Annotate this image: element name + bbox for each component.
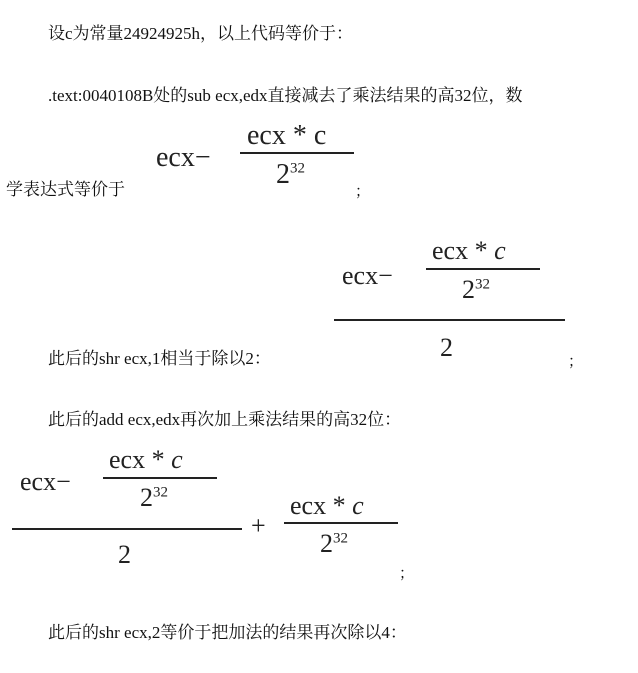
paragraph-add-explanation: 此后的add ecx,edx再次加上乘法结果的高32位： xyxy=(48,410,402,429)
formula-2-outer-denominator: 2 xyxy=(440,333,453,362)
formula-3-plus: + xyxy=(251,511,266,540)
formula-3-outer-denominator: 2 xyxy=(118,540,131,569)
paragraph-shr-1: 此后的shr ecx,1相当于除以2： xyxy=(48,349,271,368)
formula-3-second-fraction-bar xyxy=(284,522,398,524)
formula-3-ecx-minus: ecx− xyxy=(20,467,71,496)
formula-2-semicolon: ； xyxy=(568,354,584,370)
formula-3-second-numerator: ecx * c xyxy=(290,491,364,520)
paragraph-shr-2: 此后的shr ecx,2等价于把加法的结果再次除以4： xyxy=(48,623,407,642)
paragraph-sub-explanation: .text:0040108B处的sub ecx,edx直接减去了乘法结果的高32位，数 xyxy=(48,86,523,105)
paragraph-math-equivalent: 学表达式等价于 xyxy=(6,180,125,199)
formula-3-numerator: ecx * c xyxy=(109,445,183,474)
formula-2-inner-denominator: $2^{32}$ xyxy=(462,275,490,304)
formula-2-outer-fraction-bar xyxy=(334,319,565,321)
formula-3-outer-fraction-bar xyxy=(12,528,242,530)
formula-1-semicolon: ； xyxy=(355,184,371,200)
formula-1-fraction-bar xyxy=(240,152,354,154)
formula-1-ecx-minus: ecx− xyxy=(156,142,211,173)
formula-2-numerator: ecx * c xyxy=(432,236,506,265)
formula-2-ecx-minus: ecx− xyxy=(342,261,393,290)
formula-1-numerator: ecx * c xyxy=(247,120,327,151)
formula-1-denominator: $2^{32}$ xyxy=(276,159,305,190)
formula-3-second-denominator: $2^{32}$ xyxy=(320,529,348,558)
formula-2-inner-fraction-bar xyxy=(426,268,540,270)
formula-3-inner-denominator: $2^{32}$ xyxy=(140,483,168,512)
formula-3-semicolon: ； xyxy=(399,566,415,582)
paragraph-intro: 设c为常量24924925h，以上代码等价于： xyxy=(48,24,354,43)
formula-3-inner-fraction-bar xyxy=(103,477,217,479)
